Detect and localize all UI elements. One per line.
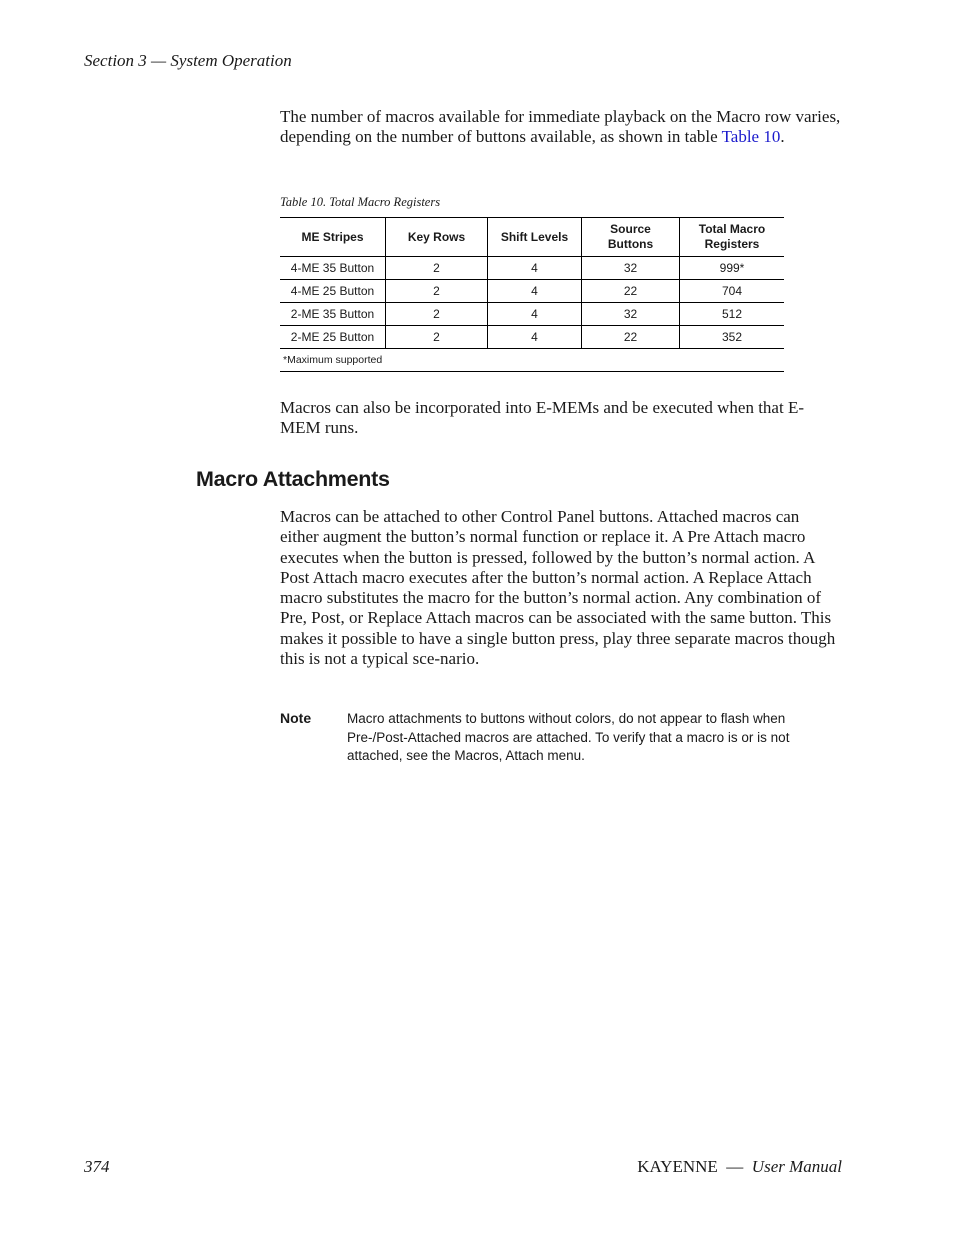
header-me-stripes: ME Stripes: [280, 218, 386, 257]
table-cell: 2-ME 25 Button: [280, 326, 386, 349]
table-cell: 32: [582, 303, 680, 326]
table-row: [280, 280, 784, 303]
table-cell: 32: [582, 257, 680, 280]
header-source-buttons: Source Buttons: [582, 218, 680, 257]
header-shift-levels: Shift Levels: [488, 218, 582, 257]
macro-attachments-paragraph: Macros can be attached to other Control Panel buttons. Attached macros can either augment the button’s normal function or replace it. A Pre Attach macro executes when the button is pressed, followed by the button’s normal action. A Post Attach macro executes after the button’s normal action. A Replace Attach macro substitutes the macro for the button’s normal action. Any combination of Pre, Post, or Replace Attach macros can be associated with the same button. This makes it possible to have a single button press, play three separate macros though this is not a typical sce-nario.: [280, 507, 836, 669]
table-cell: 22: [582, 280, 680, 303]
table-cell: 352: [680, 326, 785, 349]
table-cell: 704: [680, 280, 785, 303]
footer-manual: User Manual: [751, 1157, 842, 1176]
table-cell: 2: [386, 257, 488, 280]
table-row: [280, 326, 784, 349]
footer-title: [637, 1157, 842, 1177]
header-key-rows: Key Rows: [386, 218, 488, 257]
table-cell: 999*: [680, 257, 785, 280]
table-cell: 2: [386, 280, 488, 303]
table-cell: 2: [386, 303, 488, 326]
table-cell: 4: [488, 326, 582, 349]
table-cell: 2-ME 35 Button: [280, 303, 386, 326]
table-footnote: *Maximum supported: [280, 349, 784, 372]
note-label: Note: [280, 710, 312, 726]
table-10-link[interactable]: Table 10: [721, 127, 781, 147]
table-footnote-row: [280, 349, 784, 372]
table-cell: 22: [582, 326, 680, 349]
table-cell: 4-ME 35 Button: [280, 257, 386, 280]
footer-separator: —: [726, 1157, 744, 1176]
table-cell: 2: [386, 326, 488, 349]
header-total-macro-registers: Total Macro Registers: [680, 218, 785, 257]
table-row: [280, 303, 784, 326]
section-heading: Macro Attachments: [196, 467, 390, 491]
table-cell: 4: [488, 280, 582, 303]
macro-registers-table: [280, 217, 784, 372]
page-number: 374: [84, 1157, 110, 1176]
running-head: Section 3 — System Operation: [84, 51, 292, 70]
intro-text: The number of macros available for immediate playback on the Macro row varies, depending on the number of buttons available, as shown in table: [280, 107, 841, 147]
table-cell: 4: [488, 303, 582, 326]
table-row: [280, 257, 784, 280]
intro-end: .: [780, 127, 785, 147]
table-header-row: [280, 218, 784, 257]
intro-paragraph: [280, 107, 842, 148]
table-cell: 4: [488, 257, 582, 280]
emem-paragraph: Macros can also be incorporated into E-MEMs and be executed when that E-MEM runs.: [280, 398, 804, 438]
note-text: Macro attachments to buttons without colors, do not appear to flash when Pre-/Post-Attached macros are attached. To verify that a macro is or is not attached, see the Macros, Attach menu.: [347, 711, 790, 763]
table-cell: 4-ME 25 Button: [280, 280, 386, 303]
footer-product: KAYENNE: [637, 1157, 718, 1176]
table-cell: 512: [680, 303, 785, 326]
table-caption: Table 10. Total Macro Registers: [280, 195, 441, 209]
